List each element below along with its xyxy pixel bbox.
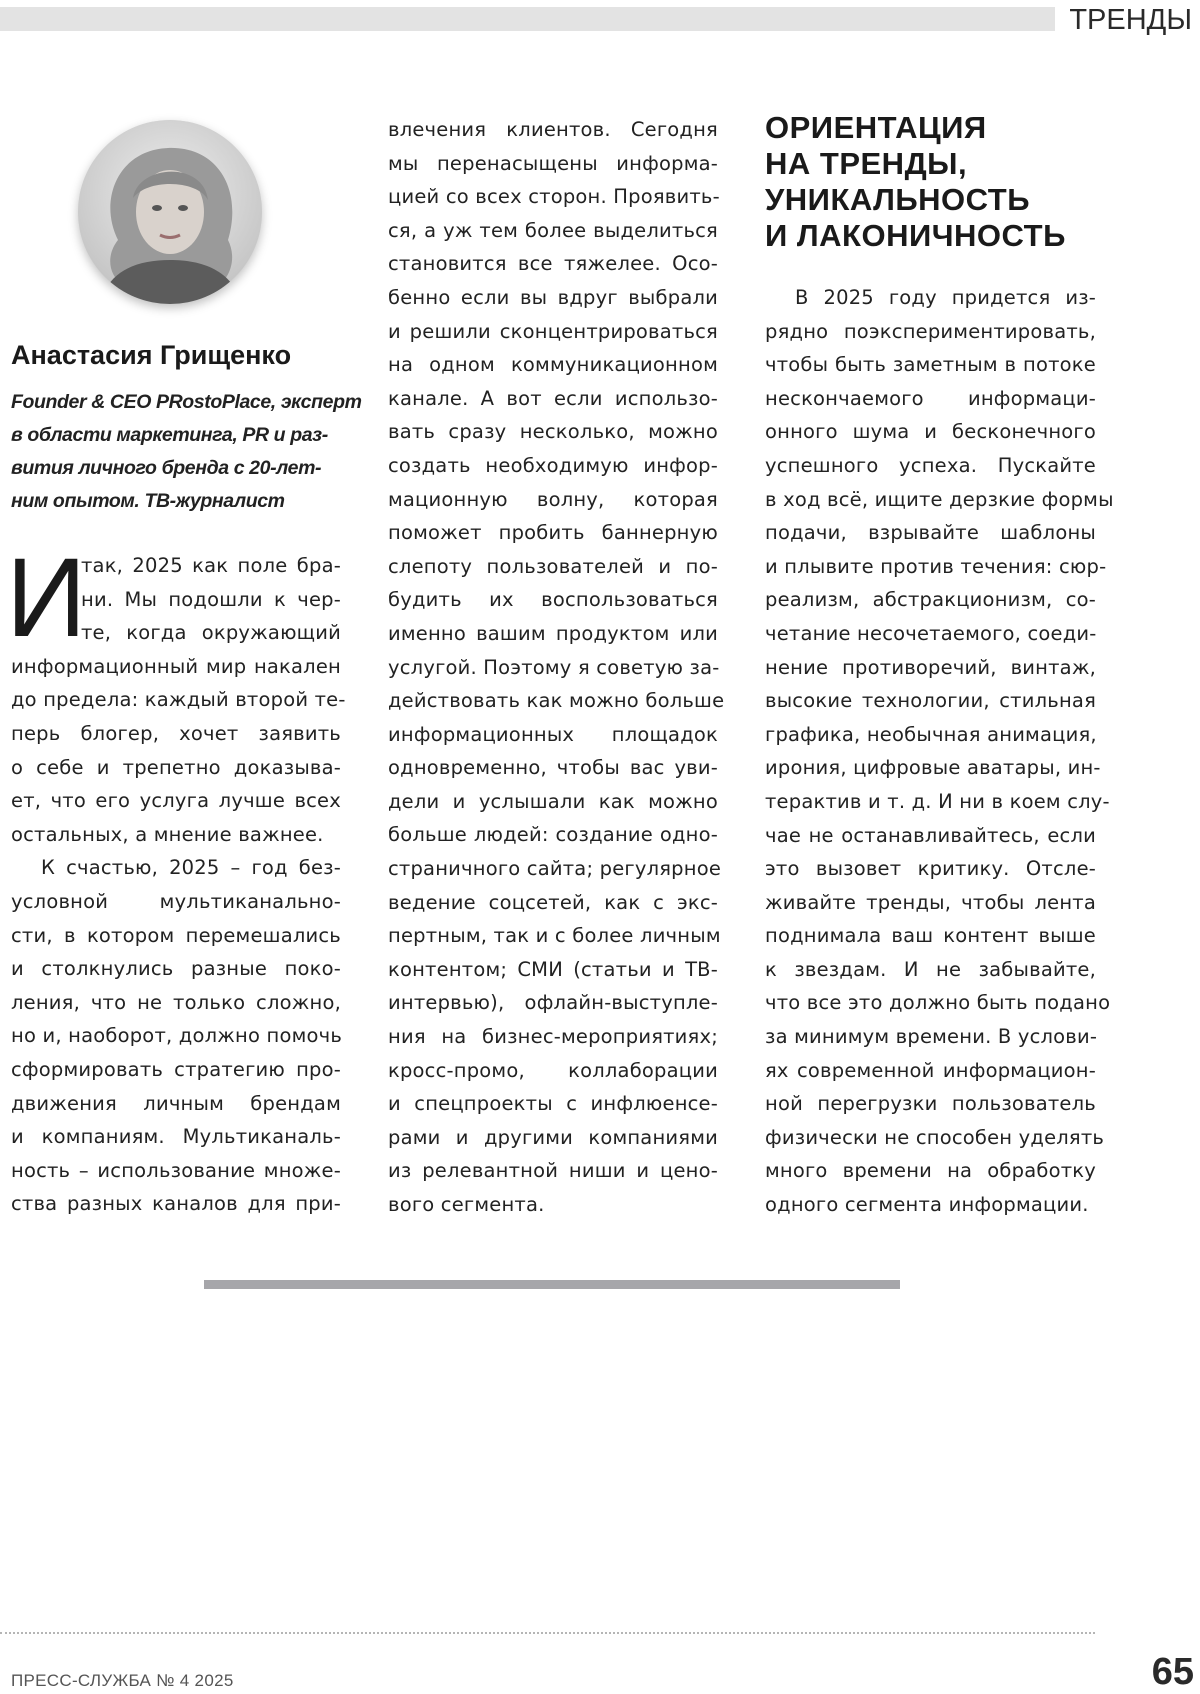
heading-line: ОРИЕНТАЦИЯ: [765, 110, 987, 145]
author-portrait-icon: [78, 120, 262, 304]
article-line: живайте тренды, чтобы лента: [765, 890, 1096, 914]
article-line: сти, в котором перемешались: [11, 923, 341, 947]
article-line: слепоту пользователей и по-: [388, 554, 718, 578]
article-line: ни. Мы подошли к чер-: [81, 587, 341, 611]
article-line: и плывите против течения: сюр-: [765, 554, 1107, 578]
drop-cap: И: [6, 535, 87, 660]
article-line: остальных, а мнение важнее.: [11, 822, 324, 846]
heading-line: И ЛАКОНИЧНОСТЬ: [765, 218, 1066, 253]
article-line: мы перенасыщены информа-: [388, 151, 718, 175]
article-line: и спецпроекты с инфлюенсе-: [388, 1092, 718, 1116]
article-line: нение противоречий, винтаж,: [765, 655, 1096, 679]
article-line: те, когда окружающий: [81, 621, 341, 645]
article-column-3: [765, 281, 1114, 1222]
article-line: высокие технологии, стильная: [765, 689, 1096, 713]
article-line: К счастью, 2025 – год без-: [41, 856, 341, 880]
article-line: информационный мир накален: [11, 654, 341, 678]
article-line: реализм, абстракционизм, со-: [765, 588, 1096, 612]
article-line: дели и услышали как можно: [388, 789, 718, 813]
article-line: создать необходимую инфор-: [388, 453, 718, 477]
article-line: рами и другими компаниями: [388, 1125, 718, 1149]
author-role-line: Founder & CEO PRostoPlace, эксперт: [11, 391, 362, 413]
article-line: влечения клиентов. Сегодня: [388, 118, 718, 141]
article-line: так, 2025 как поле бра-: [81, 554, 341, 577]
page-number: 65: [1151, 1651, 1194, 1693]
article-line: действовать как можно больше: [388, 689, 725, 713]
article-line: но и, наоборот, должно помочь: [11, 1024, 343, 1048]
article-line: ной перегрузки пользователь: [765, 1092, 1096, 1116]
author-role-line: вития личного бренда с 20-лет-: [11, 457, 322, 479]
article-line: до предела: каждый второй те-: [11, 688, 346, 712]
article-line: условной мультиканально-: [11, 889, 341, 913]
article-line: онного шума и бесконечного: [765, 420, 1096, 444]
article-line: чтобы быть заметным в потоке: [765, 353, 1096, 377]
article-column-2: [388, 113, 725, 1222]
article-line: будить их воспользоваться: [388, 588, 718, 612]
article-line: одновременно, чтобы вас уви-: [388, 756, 718, 780]
author-role: [11, 386, 362, 518]
article-line: за минимум времени. В услови-: [765, 1025, 1098, 1049]
article-line: это вызовет критику. Отсле-: [765, 857, 1096, 881]
article-line: к звездам. И не забывайте,: [765, 957, 1096, 981]
article-line: становится все тяжелее. Осо-: [388, 252, 718, 276]
article-line: ведение соцсетей, как с экс-: [388, 890, 718, 914]
article-line: успешного успеха. Пускайте: [765, 453, 1096, 477]
article-line: ления, что не только сложно,: [11, 990, 341, 1014]
section-label: ТРЕНДЫ: [1069, 4, 1192, 36]
article-line: поможет пробить баннерную: [388, 521, 718, 545]
article-line: перь блогер, хочет заявить: [11, 721, 341, 745]
article-line: что все это должно быть подано: [765, 991, 1111, 1015]
heading-line: УНИКАЛЬНОСТЬ: [765, 182, 1031, 217]
article-line: и решили сконцентрироваться: [388, 319, 718, 343]
article-line: пертным, так и с более личным: [388, 924, 721, 948]
magazine-issue: ПРЕСС-СЛУЖБА № 4 2025: [11, 1671, 234, 1690]
article-line: много времени на обработку: [765, 1159, 1096, 1183]
article-line: и столкнулись разные поко-: [11, 957, 341, 981]
article-line: из релевантной ниши и цено-: [388, 1159, 718, 1183]
divider-bar: [204, 1280, 900, 1289]
article-line: бенно если вы вдруг выбрали: [388, 285, 718, 309]
article-line: именно вашим продуктом или: [388, 621, 718, 645]
author-role-line: ним опытом. ТВ-журналист: [11, 490, 285, 512]
article-line: ства разных каналов для при-: [11, 1192, 341, 1216]
heading-line: НА ТРЕНДЫ,: [765, 146, 968, 181]
article-column-1: [11, 549, 346, 1221]
article-line: интервью), офлайн-выступле-: [388, 991, 718, 1015]
article-line: ях современной информацион-: [765, 1058, 1096, 1082]
article-line: ет, что его услуга лучше всех: [11, 789, 341, 813]
author-photo: [78, 120, 262, 304]
article-line: страничного сайта; регулярное: [388, 857, 722, 881]
article-line: канале. А вот если использо-: [388, 386, 718, 410]
article-line: контентом; СМИ (статьи и ТВ-: [388, 957, 718, 981]
article-line: чае не останавливайтесь, если: [765, 823, 1096, 847]
article-line: поднимала ваш контент выше: [765, 924, 1096, 948]
article-line: ся, а уж тем более выделиться: [388, 218, 718, 242]
article-line: на одном коммуникационном: [388, 353, 718, 377]
article-line: ность – использование множе-: [11, 1158, 341, 1182]
footer-rule: [0, 1632, 1095, 1634]
article-line: мационную волну, которая: [388, 487, 718, 511]
article-line: подачи, взрывайте шаблоны: [765, 521, 1096, 545]
article-line: больше людей: создание одно-: [388, 823, 718, 847]
article-line: рядно поэкспериментировать,: [765, 319, 1096, 343]
article-line: сформировать стратегию про-: [11, 1057, 341, 1081]
article-line: движения личным брендам: [11, 1091, 341, 1115]
header-bar: [0, 7, 1055, 31]
article-line: информационных площадок: [388, 722, 718, 746]
author-name: Анастасия Грищенко: [11, 340, 292, 370]
article-line: и компаниям. Мультиканаль-: [11, 1125, 341, 1149]
article-line: ирония, цифровые аватары, ин-: [765, 756, 1101, 780]
section-heading: [765, 110, 1105, 254]
article-line: одного сегмента информации.: [765, 1193, 1089, 1217]
article-line: физически не способен уделять: [765, 1125, 1105, 1149]
article-line: четание несочетаемого, соеди-: [765, 621, 1097, 645]
article-line: вого сегмента.: [388, 1193, 545, 1216]
article-line: графика, необычная анимация,: [765, 722, 1097, 746]
article-line: вать сразу несколько, можно: [388, 420, 718, 444]
article-line: о себе и трепетно доказыва-: [11, 755, 341, 779]
article-line: нескончаемого информаци-: [765, 386, 1096, 410]
article-line: терактив и т. д. И ни в коем слу-: [765, 789, 1110, 813]
article-line: услугой. Поэтому я советую за-: [388, 655, 720, 679]
article-line: ния на бизнес-мероприятиях;: [388, 1025, 718, 1049]
author-role-line: в области маркетинга, PR и раз-: [11, 424, 328, 446]
article-line: кросс-промо, коллаборации: [388, 1058, 718, 1082]
article-line: цией со всех сторон. Проявить-: [388, 185, 720, 209]
article-line: в ход всё, ищите дерзкие формы: [765, 487, 1114, 511]
article-line: В 2025 году придется из-: [795, 286, 1096, 309]
